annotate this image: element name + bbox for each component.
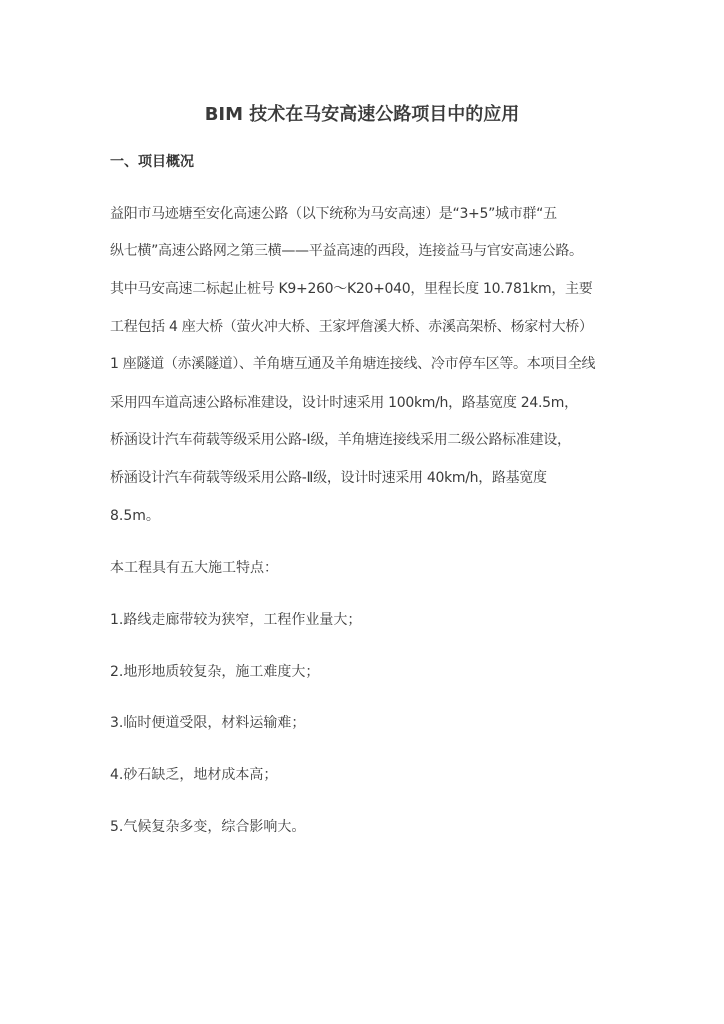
paragraph-line: 桥涵设计汽车荷载等级采用公路-Ⅰ级，羊角塘连接线采用二级公路标准建设， xyxy=(110,432,571,448)
feature-item: 1.路线走廊带较为狭窄，工程作业量大； xyxy=(110,612,362,628)
paragraph-line: 益阳市马迹塘至安化高速公路（以下统称为马安高速）是“3+5”城市群“五 xyxy=(110,206,557,222)
paragraph-line: 纵七横”高速公路网之第三横——平益高速的西段，连接益马与官安高速公路。 xyxy=(110,243,583,259)
feature-item: 3.临时便道受限，材料运输难； xyxy=(110,715,306,731)
paragraph-line: 工程包括 4 座大桥（萤火冲大桥、王家坪詹溪大桥、赤溪高架桥、杨家村大桥） xyxy=(110,319,593,335)
paragraph-line: 8.5m。 xyxy=(110,508,160,524)
features-intro: 本工程具有五大施工特点： xyxy=(110,560,278,576)
feature-item: 4.砂石缺乏，地材成本高； xyxy=(110,767,278,783)
paragraph-line: 其中马安高速二标起止桩号 K9+260～K20+040，里程长度 10.781km，主要 xyxy=(110,281,593,297)
paragraph-line: 1 座隧道（赤溪隧道）、羊角塘互通及羊角塘连接线、冷市停车区等。本项目全线 xyxy=(110,356,596,372)
paragraph-line: 桥涵设计汽车荷载等级采用公路-Ⅱ级，设计时速采用 40km/h，路基宽度 xyxy=(110,470,547,486)
document-title: BIM 技术在马安高速公路项目中的应用 xyxy=(204,104,520,125)
feature-item: 5.气候复杂多变，综合影响大。 xyxy=(110,819,306,835)
paragraph-line: 采用四车道高速公路标准建设，设计时速采用 100km/h，路基宽度 24.5m， xyxy=(110,395,578,411)
section-heading: 一、项目概况 xyxy=(110,154,194,170)
feature-item: 2.地形地质较复杂，施工难度大； xyxy=(110,664,320,680)
